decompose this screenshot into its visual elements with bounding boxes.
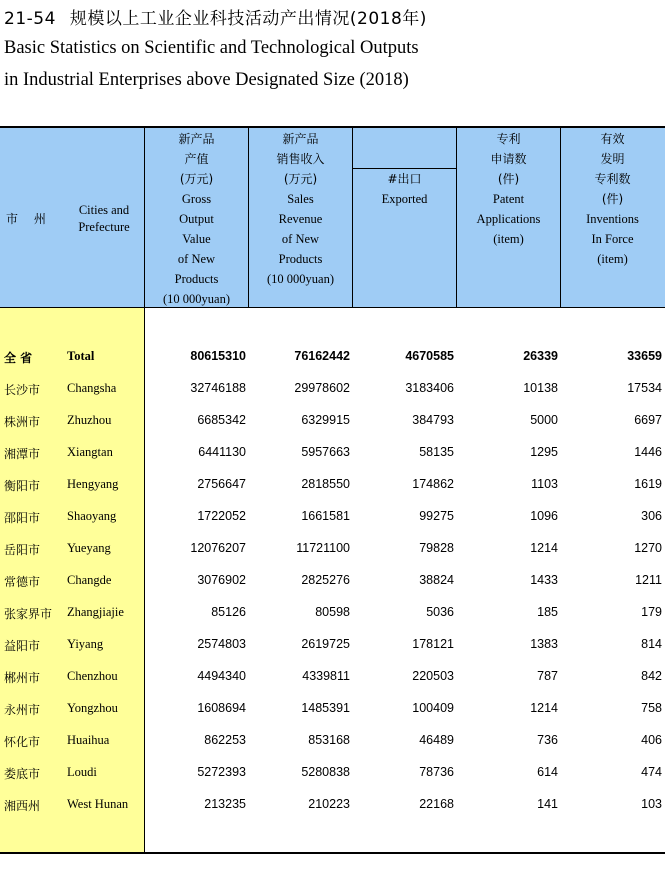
row-inventions-in-force: 33659 bbox=[627, 349, 662, 363]
header-line: of New bbox=[281, 232, 320, 246]
row-exported: 174862 bbox=[412, 477, 454, 491]
row-patent-applications: 614 bbox=[537, 765, 558, 779]
row-city-en: Chenzhou bbox=[67, 669, 118, 683]
row-exported: 78736 bbox=[419, 765, 454, 779]
header-line: 新产品 bbox=[178, 132, 215, 146]
row-city-cn: 永州市 bbox=[4, 703, 41, 717]
header-line: 新产品 bbox=[282, 132, 319, 146]
row-exported: 384793 bbox=[412, 413, 454, 427]
header-line: 产值 bbox=[184, 152, 209, 166]
row-inventions-in-force: 179 bbox=[641, 605, 662, 619]
row-gross-output: 2574803 bbox=[197, 637, 246, 651]
table-row bbox=[0, 725, 665, 757]
table-row bbox=[0, 405, 665, 437]
row-city-en: Loudi bbox=[67, 765, 97, 779]
row-inventions-in-force: 1270 bbox=[634, 541, 662, 555]
row-exported: 4670585 bbox=[405, 349, 454, 363]
row-patent-applications: 1103 bbox=[531, 477, 558, 491]
row-patent-applications: 1295 bbox=[530, 445, 558, 459]
header-line: 发明 bbox=[600, 152, 625, 166]
header-gross-output bbox=[144, 129, 249, 309]
header-line: 有效 bbox=[600, 132, 625, 146]
row-gross-output: 85126 bbox=[211, 605, 246, 619]
header-line: Output bbox=[179, 212, 214, 226]
row-sales-revenue: 6329915 bbox=[301, 413, 350, 427]
table-title-english-line2: in Industrial Enterprises above Designated Size (2018) bbox=[4, 70, 409, 90]
header-city-cn: 市 州 bbox=[6, 212, 52, 226]
row-exported: 5036 bbox=[426, 605, 454, 619]
row-city-en: Huaihua bbox=[67, 733, 110, 747]
row-sales-revenue: 80598 bbox=[315, 605, 350, 619]
row-patent-applications: 185 bbox=[537, 605, 558, 619]
table-row bbox=[0, 629, 665, 661]
row-city-en: Zhangjiajie bbox=[67, 605, 124, 619]
table-row bbox=[0, 373, 665, 405]
row-city-en: Xiangtan bbox=[67, 445, 113, 459]
row-gross-output: 5272393 bbox=[197, 765, 246, 779]
row-patent-applications: 1383 bbox=[530, 637, 558, 651]
header-line: (万元) bbox=[179, 172, 214, 186]
row-inventions-in-force: 306 bbox=[641, 509, 662, 523]
header-patent-applications bbox=[456, 129, 561, 249]
table-row bbox=[0, 597, 665, 629]
row-exported: 58135 bbox=[419, 445, 454, 459]
row-city-cn: 湘潭市 bbox=[4, 447, 41, 461]
row-exported: 38824 bbox=[419, 573, 454, 587]
table-row bbox=[0, 437, 665, 469]
header-line: 销售收入 bbox=[276, 152, 325, 166]
row-sales-revenue: 2619725 bbox=[301, 637, 350, 651]
row-city-cn: 怀化市 bbox=[4, 735, 41, 749]
row-patent-applications: 1214 bbox=[530, 701, 558, 715]
row-sales-revenue: 1485391 bbox=[301, 701, 350, 715]
table-row bbox=[0, 341, 665, 373]
header-city-en-line1: Cities and bbox=[78, 203, 130, 217]
row-city-cn: 娄底市 bbox=[4, 767, 41, 781]
row-sales-revenue: 11721100 bbox=[296, 541, 350, 555]
header-cell-col3 bbox=[352, 128, 457, 308]
row-city-en: Yiyang bbox=[67, 637, 104, 651]
row-patent-applications: 1214 bbox=[530, 541, 558, 555]
row-sales-revenue: 5957663 bbox=[301, 445, 350, 459]
header-line: (item) bbox=[493, 232, 524, 246]
row-patent-applications: 141 bbox=[537, 797, 558, 811]
row-inventions-in-force: 842 bbox=[641, 669, 662, 683]
row-inventions-in-force: 1446 bbox=[634, 445, 662, 459]
row-sales-revenue: 1661581 bbox=[301, 509, 350, 523]
row-city-en: West Hunan bbox=[67, 797, 129, 811]
header-line: Products bbox=[174, 272, 219, 286]
header-city-en-line2: Prefecture bbox=[78, 220, 130, 234]
row-inventions-in-force: 474 bbox=[641, 765, 662, 779]
table-row bbox=[0, 661, 665, 693]
row-patent-applications: 787 bbox=[537, 669, 558, 683]
table-row bbox=[0, 789, 665, 821]
row-inventions-in-force: 814 bbox=[641, 637, 662, 651]
row-sales-revenue: 210223 bbox=[308, 797, 350, 811]
row-patent-applications: 10138 bbox=[523, 381, 558, 395]
header-line: (10 000yuan) bbox=[267, 272, 334, 286]
row-inventions-in-force: 6697 bbox=[634, 413, 662, 427]
row-city-en: Shaoyang bbox=[67, 509, 117, 523]
header-line: Exported bbox=[381, 192, 428, 206]
table-row bbox=[0, 757, 665, 789]
row-inventions-in-force: 1619 bbox=[634, 477, 662, 491]
header-inventions-in-force bbox=[560, 129, 665, 269]
row-city-cn: 邵阳市 bbox=[4, 511, 41, 525]
row-gross-output: 1722052 bbox=[197, 509, 246, 523]
row-exported: 46489 bbox=[419, 733, 454, 747]
header-line: 专利 bbox=[496, 132, 521, 146]
row-patent-applications: 1433 bbox=[530, 573, 558, 587]
row-gross-output: 6685342 bbox=[197, 413, 246, 427]
row-sales-revenue: 2825276 bbox=[301, 573, 350, 587]
header-city-en bbox=[66, 202, 142, 236]
header-line: Value bbox=[182, 232, 211, 246]
row-city-cn: 郴州市 bbox=[4, 671, 41, 685]
row-inventions-in-force: 17534 bbox=[627, 381, 662, 395]
row-city-en: Hengyang bbox=[67, 477, 119, 491]
row-patent-applications: 1096 bbox=[530, 509, 558, 523]
table-title-cn-text: 规模以上工业企业科技活动产出情况(2018年) bbox=[69, 9, 427, 29]
header-line: (万元) bbox=[283, 172, 318, 186]
row-gross-output: 862253 bbox=[204, 733, 246, 747]
header-line: (件) bbox=[601, 192, 624, 206]
table-row bbox=[0, 565, 665, 597]
row-sales-revenue: 29978602 bbox=[294, 381, 350, 395]
header-exported bbox=[352, 169, 457, 209]
row-gross-output: 1608694 bbox=[197, 701, 246, 715]
row-sales-revenue: 2818550 bbox=[301, 477, 350, 491]
row-inventions-in-force: 406 bbox=[641, 733, 662, 747]
row-exported: 99275 bbox=[419, 509, 454, 523]
header-line: (件) bbox=[497, 172, 520, 186]
header-line: Inventions bbox=[586, 212, 639, 226]
row-city-cn: 株洲市 bbox=[4, 415, 41, 429]
table-row bbox=[0, 501, 665, 533]
table-title-chinese bbox=[4, 4, 427, 29]
header-line: (10 000yuan) bbox=[163, 292, 230, 306]
table-title-english-line1: Basic Statistics on Scientific and Technological Outputs bbox=[4, 38, 419, 58]
row-patent-applications: 5000 bbox=[530, 413, 558, 427]
row-exported: 22168 bbox=[419, 797, 454, 811]
header-line: 专利数 bbox=[594, 172, 631, 186]
row-exported: 178121 bbox=[412, 637, 454, 651]
row-city-cn: 岳阳市 bbox=[4, 543, 41, 557]
row-city-cn: 长沙市 bbox=[4, 383, 41, 397]
row-city-cn: 张家界市 bbox=[4, 607, 53, 621]
header-line: (item) bbox=[597, 252, 628, 266]
header-sales-revenue bbox=[248, 129, 353, 289]
row-exported: 79828 bbox=[419, 541, 454, 555]
row-sales-revenue: 853168 bbox=[308, 733, 350, 747]
row-inventions-in-force: 1211 bbox=[635, 573, 662, 587]
row-exported: 220503 bbox=[412, 669, 454, 683]
row-gross-output: 32746188 bbox=[190, 381, 246, 395]
row-city-cn: 湘西州 bbox=[4, 799, 41, 813]
row-city-cn: 益阳市 bbox=[4, 639, 41, 653]
row-city-cn: 全 省 bbox=[4, 351, 33, 365]
row-city-en: Changde bbox=[67, 573, 112, 587]
row-gross-output: 3076902 bbox=[197, 573, 246, 587]
row-inventions-in-force: 758 bbox=[641, 701, 662, 715]
row-gross-output: 12076207 bbox=[190, 541, 246, 555]
row-gross-output: 80615310 bbox=[190, 349, 246, 363]
header-line: In Force bbox=[591, 232, 634, 246]
row-sales-revenue: 5280838 bbox=[301, 765, 350, 779]
row-city-en: Changsha bbox=[67, 381, 117, 395]
row-gross-output: 6441130 bbox=[198, 445, 246, 459]
row-sales-revenue: 76162442 bbox=[294, 349, 350, 363]
row-patent-applications: 26339 bbox=[523, 349, 558, 363]
row-city-cn: 常德市 bbox=[4, 575, 41, 589]
header-line: Products bbox=[278, 252, 323, 266]
header-line: Patent bbox=[492, 192, 525, 206]
row-inventions-in-force: 103 bbox=[641, 797, 662, 811]
header-line: Revenue bbox=[278, 212, 323, 226]
row-gross-output: 213235 bbox=[204, 797, 246, 811]
row-city-cn: 衡阳市 bbox=[4, 479, 41, 493]
row-sales-revenue: 4339811 bbox=[302, 669, 350, 683]
row-exported: 3183406 bbox=[405, 381, 454, 395]
row-city-en: Yongzhou bbox=[67, 701, 118, 715]
row-city-en: Zhuzhou bbox=[67, 413, 112, 427]
table-row bbox=[0, 533, 665, 565]
row-city-en: Total bbox=[67, 349, 95, 363]
header-line: Sales bbox=[287, 192, 314, 206]
row-gross-output: 4494340 bbox=[197, 669, 246, 683]
header-line: 申请数 bbox=[490, 152, 527, 166]
header-line: of New bbox=[177, 252, 216, 266]
row-patent-applications: 736 bbox=[537, 733, 558, 747]
table-row bbox=[0, 693, 665, 725]
table-number: 21-54 bbox=[4, 9, 56, 29]
table-bottom-rule bbox=[0, 852, 665, 854]
row-gross-output: 2756647 bbox=[197, 477, 246, 491]
row-city-en: Yueyang bbox=[67, 541, 111, 555]
table-row bbox=[0, 469, 665, 501]
header-line: Applications bbox=[476, 212, 541, 226]
row-exported: 100409 bbox=[412, 701, 454, 715]
header-line: Gross bbox=[181, 192, 212, 206]
header-line: #出口 bbox=[387, 172, 422, 186]
